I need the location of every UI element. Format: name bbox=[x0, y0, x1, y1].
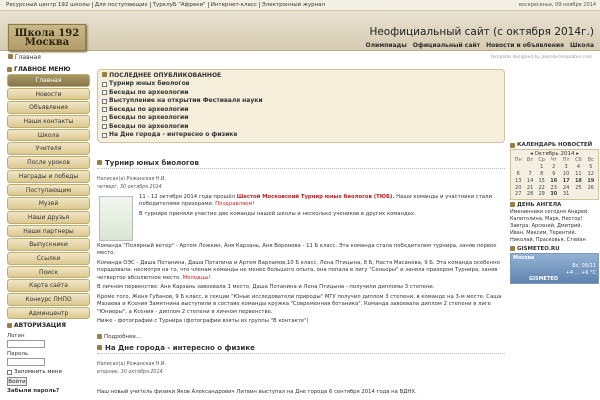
top-link-resource[interactable]: Ресурсный центр 192 школы bbox=[4, 2, 93, 8]
article-author: Написал(а) Рожанская Н.И. bbox=[97, 361, 167, 367]
calendar-day bbox=[512, 164, 524, 171]
logo-line-2: Москва bbox=[24, 37, 70, 48]
top-links bbox=[4, 2, 327, 8]
p1-post: Наши команды и участники стали победителями призерами. bbox=[139, 193, 492, 207]
calendar-day[interactable]: 19 bbox=[587, 177, 595, 184]
latest-item-label: Беседы по археологии bbox=[109, 105, 189, 113]
sidebar-item-museum[interactable]: Музей bbox=[7, 197, 90, 210]
article-meta bbox=[97, 176, 505, 192]
calendar-day[interactable]: 17 bbox=[562, 177, 570, 184]
latest-item-label: Беседы по археологии bbox=[109, 114, 189, 121]
name-day-line: Николай, Прасковья, Стейан bbox=[510, 236, 586, 243]
weekday: Пн bbox=[514, 157, 522, 164]
name-day-line: Капитолина, Марк, Нестор! bbox=[510, 215, 583, 222]
top-bar bbox=[0, 0, 600, 11]
breadcrumb-home-label: Главная bbox=[14, 53, 41, 61]
calendar-day[interactable]: 4 bbox=[576, 164, 581, 171]
latest-item-label: Беседы по археологии bbox=[109, 122, 189, 130]
calendar-day[interactable]: 9 bbox=[552, 170, 556, 177]
calendar-grid bbox=[512, 157, 597, 198]
sidebar-item-home[interactable]: Главная bbox=[7, 74, 90, 87]
sidebar-item-awards[interactable]: Награды и победы bbox=[7, 170, 90, 183]
article-date: четверг, 30 октября 2014 bbox=[97, 184, 162, 190]
weather-icon bbox=[510, 246, 515, 251]
article-author: Написал(а) Рожанская Н.И. bbox=[97, 176, 167, 182]
weekday: Пт bbox=[562, 157, 570, 164]
name-days bbox=[510, 209, 599, 244]
logo-line-1: Школа 192 bbox=[14, 28, 80, 39]
template-credit[interactable]: template designed by Joomla-templates.com bbox=[490, 54, 592, 60]
bullet-icon bbox=[102, 107, 107, 112]
latest-item-label: На Дне города - интересно о физике bbox=[109, 131, 238, 138]
calendar-day[interactable]: 29 bbox=[538, 191, 545, 198]
weekday: Ср bbox=[538, 157, 545, 164]
article-paragraph: В турнире приняли участие две команды нашей школы и несколько учеников в других командах: bbox=[139, 210, 416, 217]
latest-item[interactable] bbox=[102, 123, 500, 132]
sidebar-item-contacts[interactable]: Наши контакты bbox=[7, 115, 90, 128]
sidebar-item-news[interactable]: Новости bbox=[7, 88, 90, 101]
calendar-day[interactable]: 3 bbox=[564, 164, 568, 171]
home-icon bbox=[8, 54, 13, 59]
bullet-icon bbox=[102, 133, 107, 138]
top-link-internet-class[interactable]: Интернет-класс bbox=[209, 2, 260, 8]
latest-item-label: Турнир юных биологов bbox=[109, 80, 190, 87]
current-date: воскресенье, 09 ноября 2014 bbox=[518, 2, 596, 8]
article-icon bbox=[97, 345, 102, 350]
latest-item-label: Выступление на открытии Фестиваля науки bbox=[109, 97, 263, 104]
weather-date: Вс, 09/11 bbox=[572, 262, 596, 269]
calendar-day[interactable]: 7 bbox=[528, 170, 532, 177]
calendar-day[interactable]: 21 bbox=[526, 184, 534, 191]
top-link-entrants[interactable]: Для поступающих bbox=[93, 2, 151, 8]
sidebar-item-sitemap[interactable]: Карта сайта bbox=[7, 279, 90, 292]
nav-news[interactable]: Новости и объявления bbox=[486, 42, 564, 49]
bullet-icon bbox=[102, 82, 107, 87]
username-input[interactable] bbox=[7, 340, 45, 348]
list-icon bbox=[102, 72, 107, 77]
prev-month-icon[interactable]: ◂ bbox=[529, 151, 533, 157]
bullet-icon bbox=[102, 116, 107, 121]
gismeteo-heading-label: GISMETEO.RU bbox=[517, 245, 560, 252]
sidebar-item-announcements[interactable]: Объявления bbox=[7, 101, 90, 114]
password-label: Пароль bbox=[7, 351, 29, 358]
remember-me[interactable] bbox=[7, 369, 90, 375]
sidebar-item-search[interactable]: Поиск bbox=[7, 266, 90, 279]
p1-pre: 11 - 12 октября 2014 года прошёл bbox=[139, 193, 235, 200]
article-date: вторник, 30 октября 2014 bbox=[97, 369, 163, 375]
news-calendar bbox=[510, 149, 599, 200]
latest-item[interactable] bbox=[102, 97, 500, 106]
menu-icon bbox=[7, 67, 12, 72]
login-heading bbox=[7, 321, 90, 330]
top-link-tourclub[interactable]: ТурклуБ "Афреки" bbox=[151, 2, 209, 8]
site-header bbox=[0, 11, 600, 51]
article-meta bbox=[97, 361, 505, 377]
main-menu-heading-label: ГЛАВНОЕ МЕНЮ bbox=[14, 66, 71, 73]
calendar-day[interactable]: 11 bbox=[575, 170, 582, 177]
calendar-day[interactable]: 2 bbox=[552, 164, 556, 171]
calendar-day[interactable]: 1 bbox=[540, 164, 544, 171]
sidebar-item-links[interactable]: Ссылки bbox=[7, 252, 90, 265]
read-more-label: Подробнее... bbox=[104, 333, 142, 340]
calendar-day[interactable]: 13 bbox=[515, 177, 522, 184]
sidebar-item-friends[interactable]: Наши друзья bbox=[7, 211, 90, 224]
weekday: Чт bbox=[550, 157, 557, 164]
sidebar-item-admin[interactable]: Админцентр bbox=[7, 307, 90, 320]
calendar-day[interactable]: 30 bbox=[550, 191, 558, 198]
calendar-day[interactable]: 8 bbox=[540, 170, 544, 177]
bullet-icon bbox=[102, 99, 107, 104]
sidebar-item-entrants[interactable]: Поступающим bbox=[7, 184, 90, 197]
article-title[interactable] bbox=[97, 344, 505, 354]
weather-temp: +4 ... +6 °C bbox=[565, 269, 596, 276]
sidebar-item-contest[interactable]: Конкурс ПНПО bbox=[7, 293, 90, 306]
calendar-heading-label: КАЛЕНДАРЬ НОВОСТЕЙ bbox=[517, 142, 593, 148]
calendar-day[interactable]: 26 bbox=[587, 184, 594, 191]
latest-item[interactable] bbox=[102, 80, 500, 89]
login-heading-label: АВТОРИЗАЦИЯ bbox=[14, 322, 66, 330]
weather-city: Москва bbox=[513, 254, 535, 261]
article-paragraph bbox=[97, 194, 505, 209]
nav-official-site[interactable]: Официальный сайт bbox=[412, 42, 481, 49]
angel-icon bbox=[510, 202, 515, 207]
calendar-day[interactable]: 24 bbox=[562, 184, 570, 191]
main-menu-heading bbox=[7, 65, 90, 74]
remember-checkbox[interactable] bbox=[7, 370, 12, 375]
nav-school[interactable]: Школа bbox=[569, 42, 594, 49]
bullet-icon bbox=[102, 90, 107, 95]
next-month-icon[interactable]: ▸ bbox=[576, 151, 580, 157]
calendar-day[interactable]: 18 bbox=[574, 177, 582, 184]
latest-item[interactable] bbox=[102, 131, 500, 140]
p4-text: Команда ОЭС - Даша Потанина, Даша Потапина и Артем Варламов,10 Б класс, Лена Птицына, 8 Б, Настя Масанова, 9 Б. Эта команда особенно порадовала: несмотря на то, что членам команды не менее большого опыта, она попала в лигу "Сеньоры" и заняла призером Турнира, заняв четвертое абсолютное место. bbox=[97, 259, 500, 281]
angel-day-heading-label: ДЕНЬ АНГЕЛА bbox=[517, 201, 562, 208]
login-form bbox=[7, 321, 90, 394]
calendar-day[interactable]: 10 bbox=[562, 170, 570, 177]
calendar-day[interactable]: 23 bbox=[550, 184, 557, 191]
calendar-day[interactable]: 25 bbox=[575, 184, 582, 191]
weather-widget[interactable] bbox=[510, 253, 599, 284]
congrats-text: Поздравляем! bbox=[215, 201, 255, 207]
article-paragraph: Ниже - фотографии с Турнира (фотографии взяты из группы "В контакте") bbox=[97, 318, 309, 324]
latest-published bbox=[97, 69, 505, 143]
sidebar-item-after-school[interactable]: После уроков bbox=[7, 156, 90, 169]
site-logo[interactable] bbox=[8, 24, 86, 51]
calendar-day bbox=[524, 164, 535, 171]
read-more-link[interactable] bbox=[97, 334, 505, 340]
p1-bold: Шестой Московский Турнир юных биологов (ТЮБ). bbox=[236, 193, 395, 200]
article-title-label: Турнир юных биологов bbox=[105, 158, 199, 167]
article-paragraph: Команда "Полярный ветер" - Артем Ложкин, Аня Карзань, Аня Воронова - 11 Б класс. Эта команда стала победителем турнира, заняв первое место. bbox=[97, 242, 497, 256]
calendar-day[interactable]: 6 bbox=[516, 170, 520, 177]
name-day-line: Иван, Максим, Терентий, bbox=[510, 229, 577, 236]
lock-icon bbox=[7, 323, 12, 328]
latest-item[interactable] bbox=[102, 106, 500, 115]
latest-item[interactable] bbox=[102, 89, 500, 98]
name-day-line: Именинники сегодня Андрей, bbox=[510, 208, 589, 215]
sidebar-item-graduates[interactable]: Выпускники bbox=[7, 238, 90, 251]
main-content bbox=[97, 69, 505, 400]
sidebar-item-partners[interactable]: Наши партнеры bbox=[7, 225, 90, 238]
weekday: Вс bbox=[587, 157, 594, 164]
calendar-day[interactable]: 12 bbox=[587, 170, 594, 177]
article-title-label: На Дне города - интересно о физике bbox=[105, 343, 255, 352]
calendar-day[interactable]: 16 bbox=[550, 177, 558, 184]
remember-label: Запомнить меня bbox=[14, 369, 62, 376]
arrow-icon bbox=[97, 334, 102, 339]
weather-brand: GISMETEO bbox=[529, 275, 559, 282]
diploma-image[interactable] bbox=[99, 196, 133, 241]
calendar-day[interactable]: 20 bbox=[515, 184, 522, 191]
calendar-month-label: Октябрь 2014 bbox=[534, 151, 575, 157]
nav-olympiads[interactable]: Олимпиады bbox=[365, 42, 407, 49]
article-icon bbox=[97, 160, 102, 165]
forgot-password-link[interactable]: Забыли пароль? bbox=[7, 388, 60, 395]
latest-heading bbox=[102, 72, 500, 79]
sidebar-item-teachers[interactable]: Учителя bbox=[7, 142, 90, 155]
main-nav bbox=[366, 42, 594, 49]
article-body bbox=[97, 194, 505, 326]
calendar-day[interactable]: 22 bbox=[538, 184, 545, 191]
weekday: Вт bbox=[526, 157, 534, 164]
top-link-journal[interactable]: Электронный журнал bbox=[261, 2, 326, 8]
breadcrumb-bar bbox=[0, 52, 600, 62]
calendar-day[interactable]: 15 bbox=[538, 177, 545, 184]
latest-item-label: Беседы по археологии bbox=[109, 88, 189, 96]
calendar-day[interactable]: 5 bbox=[589, 164, 593, 171]
latest-heading-label: ПОСЛЕДНЕЕ ОПУБЛИКОВАННОЕ bbox=[109, 72, 222, 79]
bullet-icon bbox=[102, 124, 107, 129]
left-sidebar bbox=[7, 65, 90, 394]
calendar-heading bbox=[510, 142, 599, 148]
username-label: Логин bbox=[7, 333, 25, 340]
breadcrumb-home[interactable] bbox=[8, 54, 41, 61]
password-input[interactable] bbox=[7, 358, 45, 366]
calendar-icon bbox=[510, 143, 515, 148]
site-title: Неофициальный сайт (с октября 2014г.) bbox=[369, 26, 594, 38]
article-title[interactable] bbox=[97, 159, 505, 169]
name-day-line: Завтра: Арсений, Дмитрий, bbox=[510, 222, 583, 229]
calendar-day[interactable]: 31 bbox=[562, 191, 570, 198]
calendar-day[interactable]: 28 bbox=[526, 191, 534, 198]
calendar-day[interactable]: 14 bbox=[526, 177, 534, 184]
calendar-day bbox=[572, 191, 584, 198]
article-paragraph: В личном первенстве: Аня Карзань завоевала 1 место, Даша Потанина и Лена Птицына - получили дипломы 3 степени. bbox=[97, 284, 435, 290]
article-paragraph: Наш новый учитель физики Яков Александрович Литвин выступал на Дне города 6 сентября 2014 года на ВДНХ. bbox=[97, 388, 417, 395]
article-paragraph: Кроме того, Женя Губанов, 9 Б класс, в секции "Юные исследователи природы" МГУ получил диплом 3 степени, в команде на 3-м месте. Саша Мазаева и Ксения Замятнина выступили в составе команды кружка "Современная ботаника". Команда завоевала диплом 2 степени в лиге "Юниоры", а Ксения - диплом 2 степени в личном первенстве. bbox=[97, 293, 502, 315]
p4-red: Молодцы! bbox=[182, 274, 211, 281]
angel-day-heading bbox=[510, 202, 599, 208]
calendar-day bbox=[585, 191, 597, 198]
sidebar-item-school[interactable]: Школа bbox=[7, 129, 90, 142]
right-sidebar bbox=[510, 140, 599, 284]
weekday: Сб bbox=[575, 157, 582, 164]
gismeteo-heading bbox=[510, 246, 599, 252]
latest-item[interactable] bbox=[102, 114, 500, 123]
article-paragraph bbox=[97, 260, 505, 283]
calendar-day[interactable]: 27 bbox=[515, 191, 522, 198]
login-button[interactable]: Войти bbox=[8, 379, 26, 386]
